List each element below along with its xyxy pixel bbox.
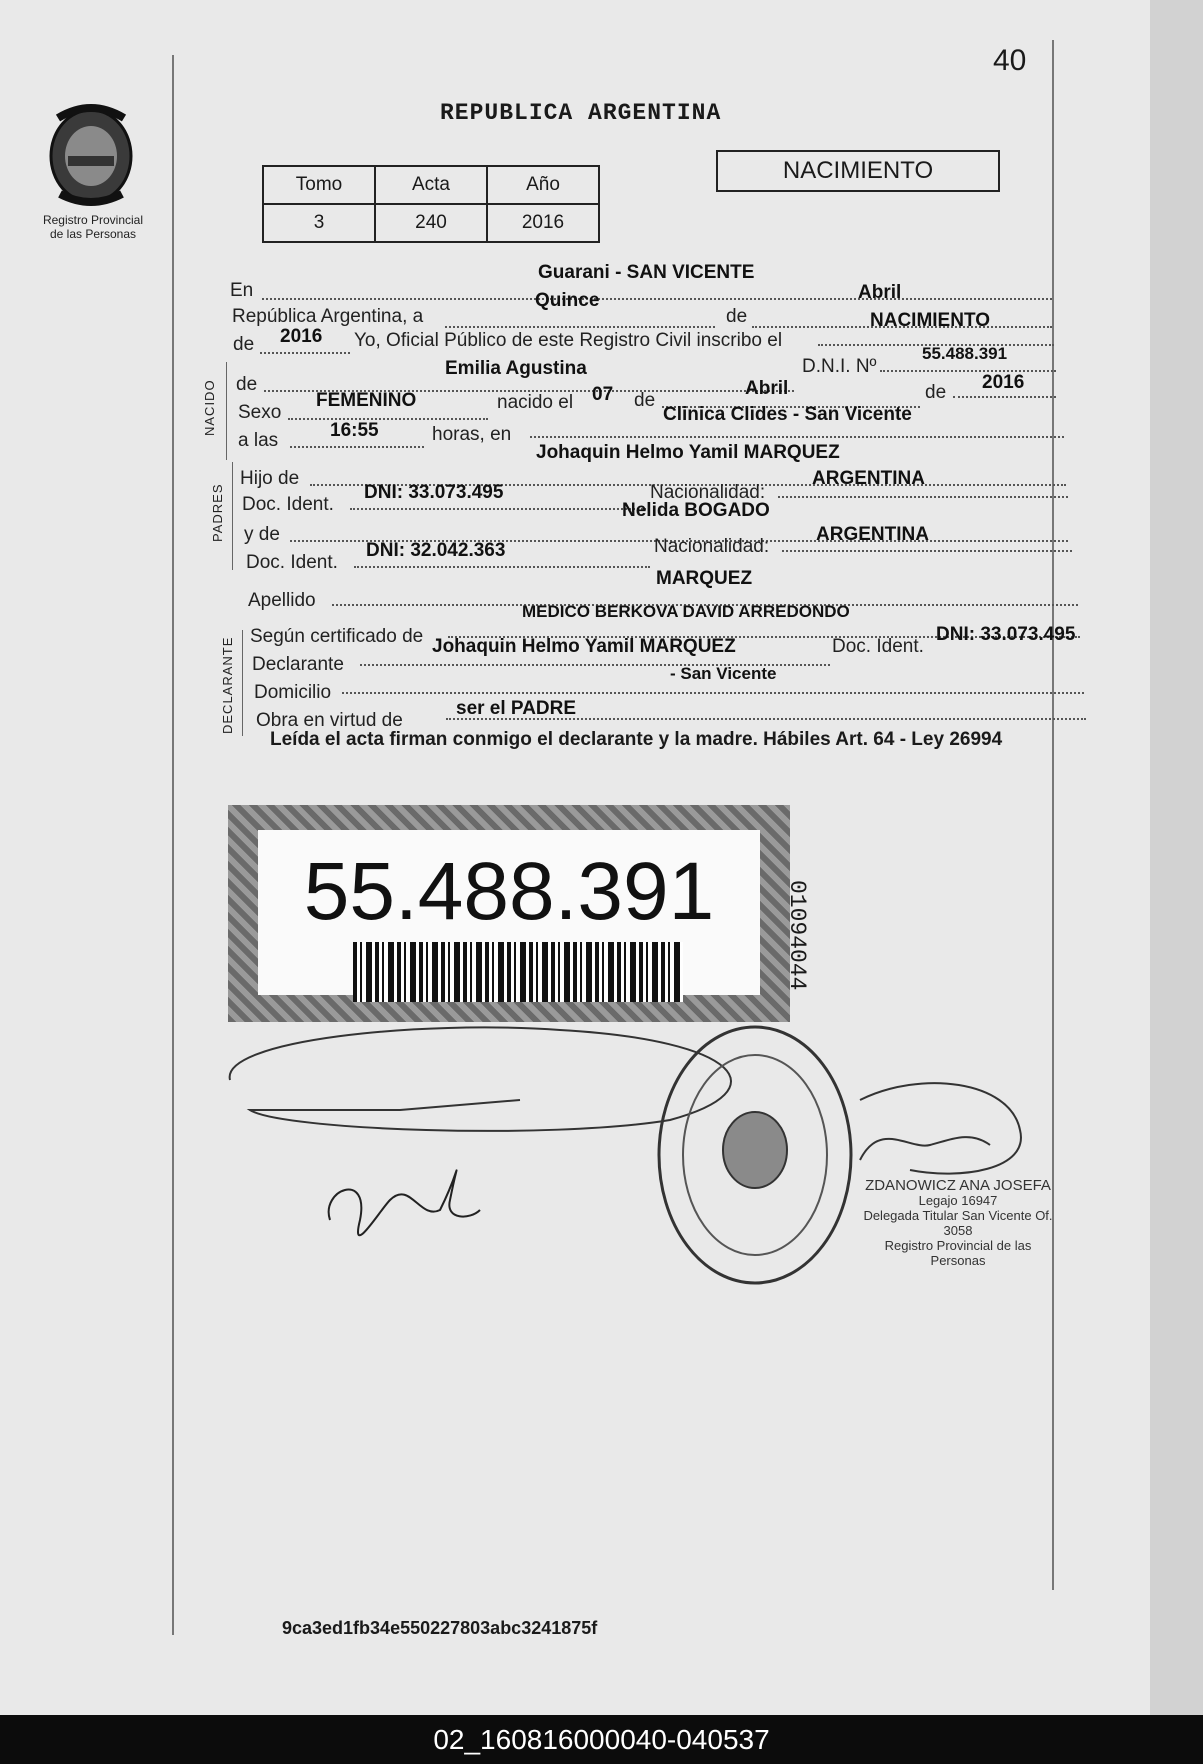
dni-label: D.N.I. Nº [802, 356, 877, 377]
en-value: Guarani - SAN VICENTE [538, 262, 755, 283]
month-value: Abril [858, 282, 902, 303]
value-acta: 240 [375, 204, 487, 242]
stamp-role: Delegada Titular San Vicente Of. 3058 [863, 1208, 1053, 1238]
en-label: En [230, 280, 254, 301]
sexo-value: FEMENINO [316, 390, 417, 411]
child-name: Emilia Agustina [445, 358, 587, 379]
certificado-label: Según certificado de [250, 626, 424, 647]
section-divider [242, 630, 243, 736]
document-hash: 9ca3ed1fb34e550227803abc3241875f [282, 1618, 598, 1638]
obra-value: ser el PADRE [456, 698, 577, 719]
mother-nationality: ARGENTINA [816, 524, 929, 545]
file-id-footer: 02_160816000040-040537 [0, 1715, 1203, 1764]
father-doc: DNI: 33.073.495 [364, 482, 504, 503]
barcode-serial: 01094044 [784, 880, 810, 991]
stamp-legajo: Legajo 16947 [918, 1193, 998, 1208]
domicilio-label: Domicilio [254, 682, 332, 703]
dotted-line [262, 298, 1052, 300]
stamp-office: Registro Provincial de las Personas [884, 1238, 1032, 1268]
dotted-line [354, 566, 650, 568]
stamp-name: ZDANOWICZ ANA JOSEFA [865, 1177, 1051, 1194]
birth-month: Abril [745, 378, 789, 399]
header-tomo: Tomo [263, 166, 375, 204]
hijo-label: Hijo de [240, 468, 300, 489]
document-title: REPUBLICA ARGENTINA [440, 100, 722, 126]
value-anio: 2016 [487, 204, 599, 242]
child-dni: 55.488.391 [922, 344, 1008, 363]
section-label-padres: PADRES [210, 483, 225, 542]
horas-label: horas, en [432, 424, 512, 445]
year-value: 2016 [280, 326, 323, 347]
section-divider [226, 362, 227, 460]
de-label: de [634, 390, 656, 411]
dotted-line [260, 352, 350, 354]
section-divider [232, 462, 233, 570]
inscribe-value: NACIMIENTO [870, 310, 990, 331]
mother-name: Nelida BOGADO [622, 500, 770, 521]
barcode-label [258, 830, 760, 995]
de-label: de [726, 306, 748, 327]
dotted-line [778, 496, 1068, 498]
right-margin-line [1052, 40, 1054, 1590]
logo-caption-line2: de las Personas [49, 227, 137, 241]
registry-table [262, 165, 600, 243]
header-anio: Año [487, 166, 599, 204]
declarante-doc: DNI: 33.073.495 [936, 624, 1076, 645]
nacionalidad-label: Nacionalidad: [654, 536, 770, 557]
declarante-value: Johaquin Helmo Yamil MARQUEZ [432, 636, 736, 657]
nacido-label: nacido el [497, 392, 574, 413]
dotted-line [782, 550, 1072, 552]
dotted-line [350, 508, 646, 510]
official-text: Yo, Oficial Público de este Registro Civil inscribo el [354, 330, 783, 351]
apellido-value: MARQUEZ [656, 568, 753, 589]
birth-place: Clinica Clides - San Vicente [663, 404, 912, 425]
birth-year: 2016 [982, 372, 1025, 393]
dotted-line [953, 396, 1056, 398]
dotted-line [530, 436, 1064, 438]
declarante-label: Declarante [252, 654, 344, 675]
doc-label: Doc. Ident. [246, 552, 338, 573]
doc-label: Doc. Ident. [832, 636, 924, 657]
father-name: Johaquin Helmo Yamil MARQUEZ [536, 442, 840, 463]
header-acta: Acta [375, 166, 487, 204]
apellido-label: Apellido [248, 590, 316, 611]
yde-label: y de [244, 524, 280, 545]
de2-label: de [233, 334, 255, 355]
de-label: de [236, 374, 258, 395]
de-label: de [925, 382, 947, 403]
birth-day: 07 [592, 384, 614, 405]
sexo-label: Sexo [238, 402, 282, 423]
birth-time: 16:55 [330, 420, 379, 441]
certificado-value: MEDICO BERKOVA DAVID ARREDONDO [522, 602, 850, 621]
act-type-box: NACIMIENTO [716, 150, 1000, 192]
barcode-number: 55.488.391 [303, 846, 715, 937]
obra-label: Obra en virtud de [256, 710, 403, 731]
dotted-line [288, 418, 488, 420]
left-margin-line [172, 55, 174, 1635]
domicilio-value: - San Vicente [670, 664, 777, 683]
page-number: 40 [993, 44, 1027, 77]
dotted-line [290, 446, 424, 448]
logo-caption-line1: Registro Provincial [42, 213, 144, 227]
doc-label: Doc. Ident. [242, 494, 334, 515]
closing-text: Leída el acta firman conmigo el declarante y la madre. Hábiles Art. 64 - Ley 26994 [270, 729, 1003, 750]
day-value: Quince [535, 290, 600, 311]
dotted-line [445, 326, 715, 328]
province-seal-logo [38, 98, 144, 210]
barcode-bars [353, 942, 683, 1002]
nacionalidad-label: Nacionalidad: [650, 482, 766, 503]
sheet-edge [1150, 0, 1203, 1715]
mother-doc: DNI: 32.042.363 [366, 540, 506, 561]
section-label-nacido: NACIDO [202, 379, 217, 436]
section-label-declarante: DECLARANTE [220, 636, 235, 734]
republica-label: República Argentina, a [232, 306, 424, 327]
barcode-sticker [228, 805, 790, 1022]
dotted-line [342, 692, 1084, 694]
value-tomo: 3 [263, 204, 375, 242]
dotted-line [880, 370, 1056, 372]
alas-label: a las [238, 430, 279, 451]
father-nationality: ARGENTINA [812, 468, 925, 489]
logo-caption [28, 213, 158, 241]
stamp-text [858, 1178, 1058, 1268]
